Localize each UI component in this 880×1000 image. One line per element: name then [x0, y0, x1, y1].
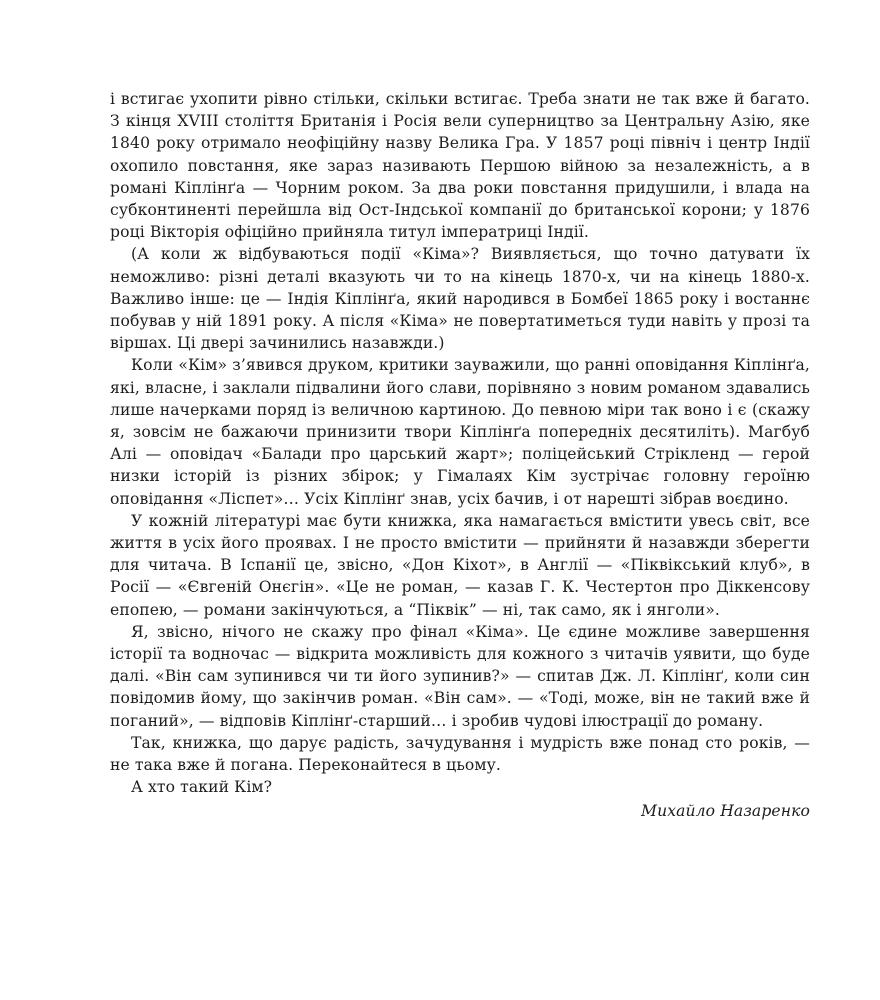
paragraph-joy: Так, книжка, що дарує радість, зачудування і мудрість вже понад сто років, — не така вже й погана. Переконайтеся в цьому.: [110, 733, 810, 775]
paragraph-continuation: і встигає ухопити рівно стільки, скільки встигає. Треба знати не так вже й багато. З кінця XVIII століття Британія і Росія вели суперництво за Центральну Азію, яке 1840 року отримало неофіційну назву Велика Гра. У 1857 році північ і центр Індії охопило повстання, яке зараз називають Першою війною за незалежність, а в романі Кіплінґа — Чорним роком. За два роки повстання придушили, і влада на субконтиненті перейшла від Ост-Індської компанії до британської корони; у 1876 році Вікторія офіційно прийняла титул імператриці Індії.: [110, 90, 810, 242]
paragraph-who-is-kim: А хто такий Кім?: [131, 778, 273, 797]
author-signature: Михайло Назаренко: [641, 801, 810, 820]
paragraph-critics: Коли «Кім» з’явився друком, критики зауважили, що ранні оповідання Кіплінґа, які, власне, і заклали підвалини його слави, порівняно з новим романом здавались лише начерками поряд із величною картиною. До певною міри так воно і є (скажу я, зовсім не бажаючи принизити твори Кіплінґа попередніх десятиліть). Магбуб Алі — оповідач «Балади про царський жарт»; поліцейський Стрікленд — герой низки історій із різних збірок; у Гімалаях Кім зустрічає головну героїню оповідання «Ліспет»… Усіх Кіплінґ знав, усіх бачив, і от нарешті зібрав воєдино.: [110, 356, 810, 508]
paragraph-finale: Я, звісно, нічого не скажу про фінал «Кіма». Це єдине можливе завершення історії та водночас — відкрита можливість для кожного з читачів уявити, що буде далі. «Він сам зупинився чи ти його зупинив?» — спитав Дж. Л. Кіплінґ, коли син повідомив йому, що закінчив роман. «Він сам». — «Тоді, може, він не такий вже й поганий», — відповів Кіплінґ-старший… і зробив чудові ілюстрації до роману.: [110, 622, 810, 730]
book-page: [110, 88, 810, 822]
paragraph-kim-dating: (А коли ж відбуваються події «Кіма»? Виявляється, що точно датувати їх неможливо: різні деталі вказують чи то на кінець 1870-х, чи на кінець 1880-х. Важливо інше: це — Індія Кіплінґа, який народився в Бомбеї 1865 року і востаннє побував у ній 1891 року. А після «Кіма» не повертатиметься туди навіть у прозі та віршах. Ці двері зачинились назавжди.): [110, 245, 810, 353]
paragraph-world-literature: У кожній літературі має бути книжка, яка намагається вмістити увесь світ, все життя в усіх його проявах. І не просто вмістити — прийняти й назавжди зберегти для читача. В Іспанії це, звісно, «Дон Кіхот», в Англії — «Піквікський клуб», в Росії — «Євгеній Онєгін». «Це не роман, — казав Г. К. Честертон про Діккенсову епопею, — романи закінчуються, а “Піквік” — ні, так само, як і янголи».: [110, 511, 810, 619]
